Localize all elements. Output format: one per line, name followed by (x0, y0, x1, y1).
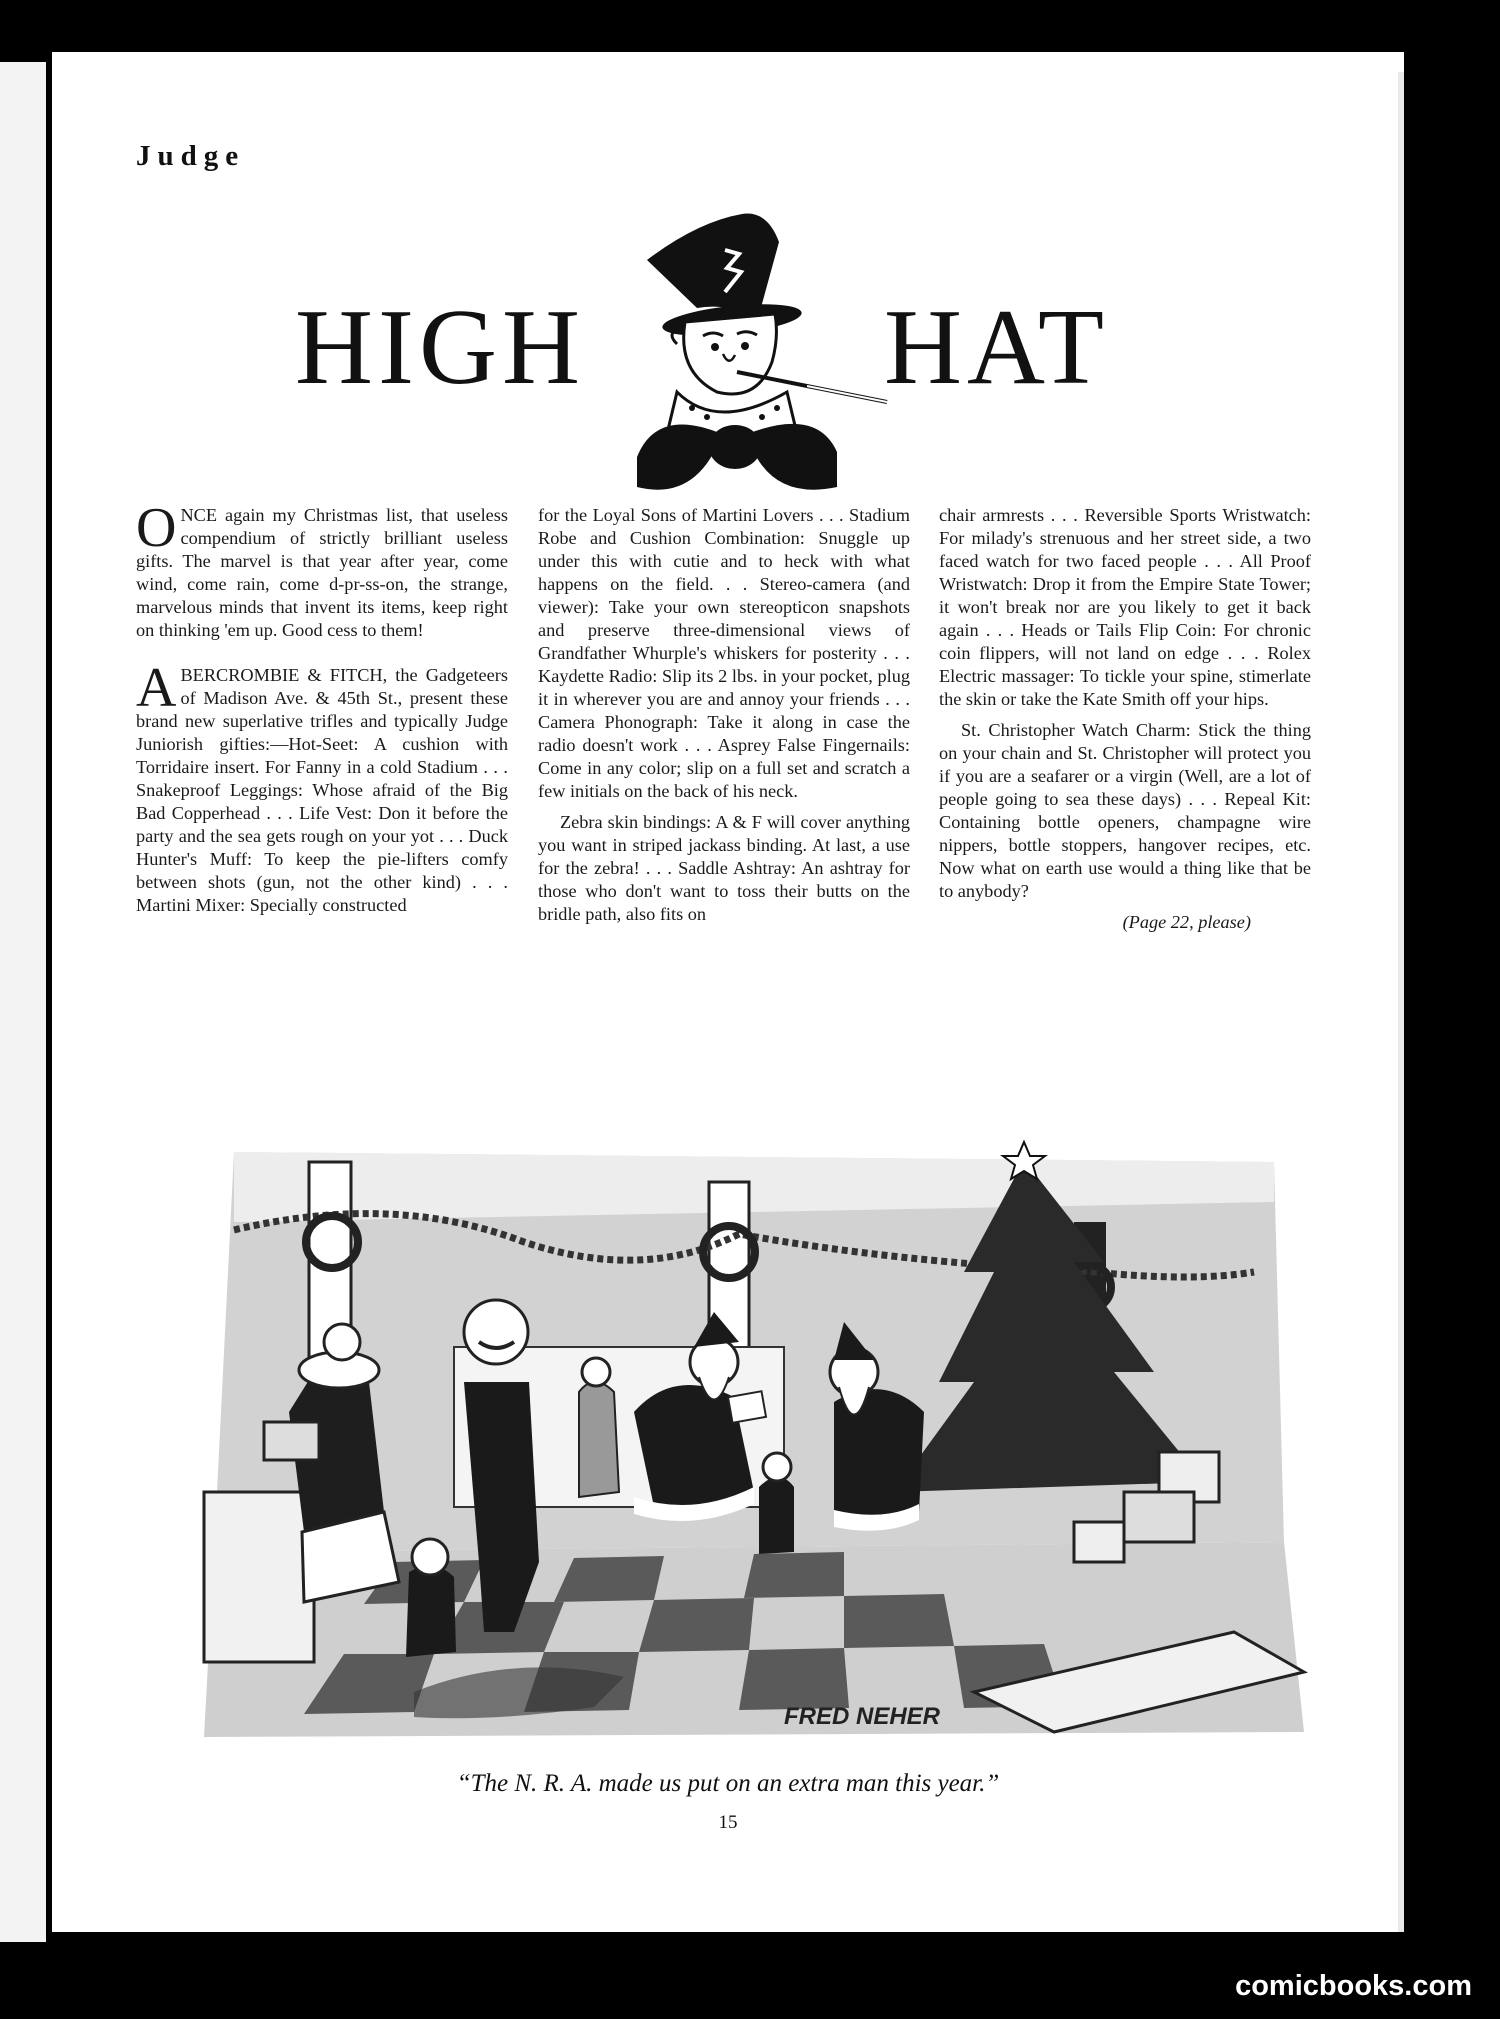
text-column-3 (939, 504, 1311, 956)
title-hat: HAT (884, 288, 1109, 407)
artist-signature: FRED NEHER (784, 1703, 941, 1730)
drop-cap: A (136, 657, 177, 719)
abercrombie-paragraph: BERCROMBIE & FITCH, the Gadgeteers of Madison Ave. & 45th St., present these brand new superlative trifles and typically Judge Juniorish gifties:—Hot-Seet: A cushion with Torridaire insert. For Fanny in a cold Stadium . . . Snakeproof Leggings: Whose afraid of the Big Bad Copperhead . . . Life Vest: Don it before the party and the sea gets rough on your yot . . . Duck Hunter's Muff: To keep the pie-lifters comfy between shots (gun, not the other kind) . . . Martini Mixer: Specially constructed (136, 665, 508, 915)
magazine-page (52, 52, 1404, 1932)
st-christopher-paragraph: St. Christopher Watch Charm: Stick the thing on your chain and St. Christopher will protect you if you are a seafarer or a virgin (Well, are a lot of people going to sea these days) . . . Repeal Kit: Containing bottle openers, champagne wire nippers, bottle stoppers, hangover recipes, etc. Now what on earth use would a thing like that be to anybody? (939, 720, 1311, 901)
zebra-paragraph: Zebra skin bindings: A & F will cover anything you want in striped jackass binding. At last, a use for the zebra! . . . Saddle Ashtray: An ashtray for those who don't want to toss their butts on the bridle path, also fits on (538, 812, 910, 924)
top-hat-mascot-illustration (637, 202, 957, 532)
site-watermark: comicbooks.com (1235, 1970, 1472, 2002)
page-number: 15 (718, 1812, 738, 1833)
intro-paragraph: NCE again my Christmas list, that useless compendium of strictly brilliant useless gifts. The marvel is that year after year, come wind, come rain, come d-pr-ss-on, the strange, marvelous minds that invent its items, keep right on thinking 'em up. Good cess to them! (136, 505, 508, 640)
adjacent-page-edge (0, 62, 46, 1942)
drop-cap: O (136, 497, 177, 559)
page-edge-shadow (1398, 72, 1404, 1932)
title-high: HIGH (295, 288, 585, 407)
gifts-paragraph: for the Loyal Sons of Martini Lovers . . . Stadium Robe and Cushion Combination: Snuggle up under this with cutie and to heck with what happens on the field. . . Stereo-camera (and viewer): Take your own stereopticon snapshots and preserve three-dimensional views of Grandfather Whurple's whiskers for posterity . . . Kaydette Radio: Slip its 2 lbs. in your pocket, plug it in wherever you are and annoy your friends . . . Camera Phonograph: Take it along in case the radio doesn't work . . . Asprey False Fingernails: Come in any color; slip on a full set and scratch a few initials on the back of his neck. (538, 505, 910, 801)
continued-note: (Page 22, please) (1122, 912, 1251, 932)
text-column-2 (538, 504, 910, 934)
text-column-1 (136, 497, 508, 939)
cartoon-caption: “The N. R. A. made us put on an extra man this year.” (456, 1770, 1000, 1797)
wristwatch-paragraph: chair armrests . . . Reversible Sports Wristwatch: For milady's strenuous and her street side, a two faced watch for two faced people . . . All Proof Wristwatch: Drop it from the Empire State Tower; it won't break nor are you likely to get it back again . . . Heads or Tails Flip Coin: For chronic coin flippers, will not land on edge . . . Rolex Electric massager: To tickle your spine, stimerlate the skin or take the Kate Smith off your hips. (939, 505, 1311, 709)
christmas-store-cartoon (194, 1132, 1339, 1742)
masthead: Judge (136, 140, 246, 172)
